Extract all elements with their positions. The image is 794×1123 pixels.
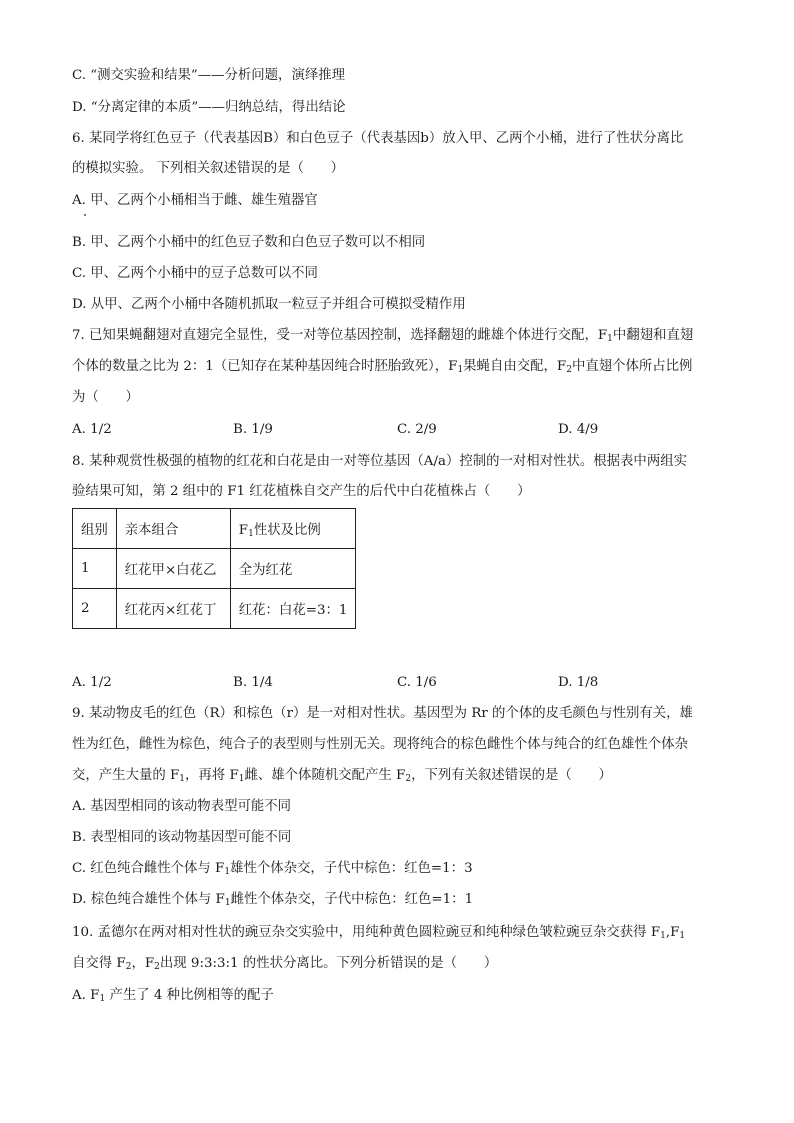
table-header-parents: 亲本组合 [116, 509, 230, 549]
q6-option-a: A. 甲、乙两个小桶相当于雌、雄生殖器官 [72, 193, 318, 208]
q7-option-b: B. 1/9 [233, 422, 273, 437]
q10-option-a: A. $F_1$ 产生了 4 种比例相等的配子 [72, 988, 274, 1004]
q8-option-c: C. 1/6 [397, 675, 437, 690]
q7-stem-line3: 为（ ） [72, 390, 139, 405]
q5-option-c: C. “测交实验和结果”——分析问题，演绎推理 [72, 68, 346, 83]
table-cell: 1 [73, 549, 117, 589]
q7-stem-line1: 7. 已知果蝇翻翅对直翅完全显性，受一对等位基因控制，选择翻翅的雌雄个体进行交配，$F_1$中翻翅和直翅 [72, 328, 694, 344]
q9-option-d: D. 棕色纯合雄性个体与 $F_1$雌性个体杂交，子代中棕色：红色=1：1 [72, 892, 474, 908]
q10-stem-line2: 自交得 $F_2$，$F_2$出现 9:3:3:1 的性状分离比。下列分析错误的是（ ） [72, 956, 498, 972]
q8-option-b: B. 1/4 [233, 675, 273, 690]
q8-stem-line2: 验结果可知，第 2 组中的 F1 红花植株自交产生的后代中白花植株占（ ） [72, 484, 531, 499]
q9-stem-line1: 9. 某动物皮毛的红色（R）和棕色（r）是一对相对性状。基因型为 Rr 的个体的皮毛颜色与性别有关，雄 [72, 706, 693, 721]
table-header-f1: $F_1$性状及比例 [230, 509, 356, 549]
q5-option-d: D. “分离定律的本质”——归纳总结，得出结论 [72, 100, 346, 115]
q7-options [72, 421, 672, 439]
q10-stem-line1: 10. 孟德尔在两对相对性状的豌豆杂交实验中，用纯种黄色圆粒豌豆和纯种绿色皱粒豌豆杂交获得 $F_1,F_1$ [72, 925, 686, 941]
q8-option-d: D. 1/8 [558, 675, 599, 690]
q9-option-a: A. 基因型相同的该动物表型可能不同 [72, 799, 292, 814]
q8-stem-line1: 8. 某种观赏性极强的植物的红花和白花是由一对等位基因（A/a）控制的一对相对性状。根据表中两组实 [72, 454, 687, 469]
q7-option-a: A. 1/2 [72, 422, 112, 437]
q6-option-b: B. 甲、乙两个小桶中的红色豆子数和白色豆子数可以不相同 [72, 235, 426, 250]
q8-option-a: A. 1/2 [72, 675, 112, 690]
q7-stem-line2: 个体的数量之比为 2：1（已知存在某种基因纯合时胚胎致死），$F_1$果蝇自由交配，$F_2$中直翅个体所占比例 [72, 359, 693, 375]
table-cell: 全为红花 [230, 549, 356, 589]
q9-stem-line2: 性为红色，雌性为棕色，纯合子的表型则与性别无关。现将纯合的棕色雌性个体与纯合的红色雄性个体杂 [72, 737, 688, 752]
q9-stem-line3: 交，产生大量的 $F_1$，再将 $F_1$雌、雄个体随机交配产生 $F_2$，下列有关叙述错误的是（ ） [72, 768, 612, 784]
table-cell: 2 [73, 589, 117, 629]
q8-options [72, 674, 672, 692]
q8-results-table [72, 508, 356, 629]
q7-option-c: C. 2/9 [397, 422, 437, 437]
q6-option-d: D. 从甲、乙两个小桶中各随机抓取一粒豆子并组合可模拟受精作用 [72, 297, 466, 312]
table-row [73, 549, 356, 589]
stray-mark [84, 214, 86, 216]
table-cell: 红花：白花=3：1 [230, 589, 356, 629]
q6-stem-line2: 的模拟实验。 下列相关叙述错误的是（ ） [72, 161, 345, 176]
table-header-group: 组别 [73, 509, 117, 549]
q6-stem-line1: 6. 某同学将红色豆子（代表基因B）和白色豆子（代表基因b）放入甲、乙两个小桶，进行了性状分离比 [72, 131, 684, 146]
table-cell: 红花甲×白花乙 [116, 549, 230, 589]
table-row [73, 589, 356, 629]
q7-option-d: D. 4/9 [558, 422, 599, 437]
q9-option-c: C. 红色纯合雌性个体与 $F_1$雄性个体杂交，子代中棕色：红色=1：3 [72, 861, 473, 877]
table-cell: 红花丙×红花丁 [116, 589, 230, 629]
q9-option-b: B. 表型相同的该动物基因型可能不同 [72, 830, 292, 845]
q6-option-c: C. 甲、乙两个小桶中的豆子总数可以不同 [72, 266, 318, 281]
table-header-row [73, 509, 356, 549]
